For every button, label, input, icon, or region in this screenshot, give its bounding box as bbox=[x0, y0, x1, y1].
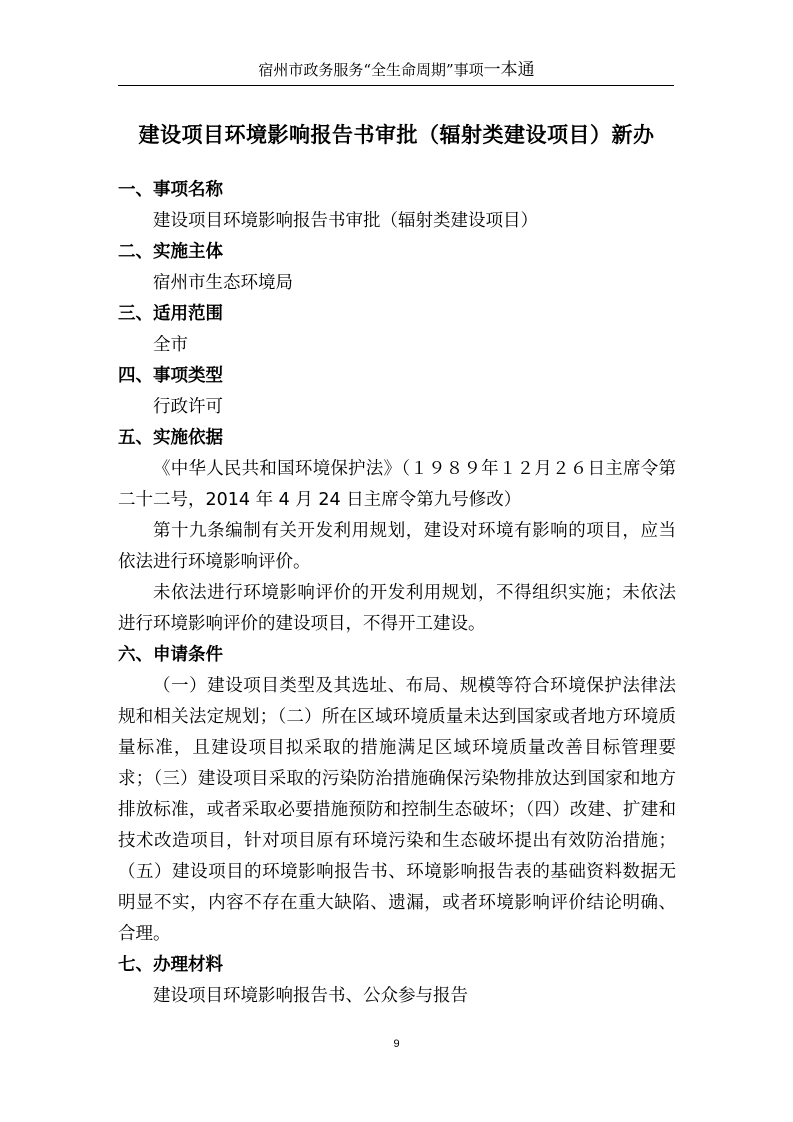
section-heading-legal-basis: 五、实施依据 bbox=[118, 428, 223, 448]
running-header bbox=[0, 60, 793, 80]
section-text-item-name: 建设项目环境影响报告书审批（辐射类建设项目） bbox=[153, 211, 538, 231]
section-text-scope: 全市 bbox=[153, 335, 188, 355]
page-number: 9 bbox=[393, 1038, 400, 1050]
section-heading-materials: 七、办理材料 bbox=[118, 955, 223, 975]
legal-basis-paragraph: 《中华人民共和国环境保护法》（１９８９年１２月２６日主席令第二十二号，2014 年 4 月 24 日主席令第九号修改） bbox=[118, 459, 676, 510]
document-body bbox=[118, 175, 676, 1012]
section-heading-item-type: 四、事项类型 bbox=[118, 366, 223, 386]
section-heading-implementing-body: 二、实施主体 bbox=[118, 242, 223, 262]
header-divider bbox=[118, 85, 674, 86]
section-text-item-type: 行政许可 bbox=[153, 397, 223, 417]
legal-basis-paragraph: 未依法进行环境影响评价的开发利用规划，不得组织实施；未依法进行环境影响评价的建设项目，不得开工建设。 bbox=[118, 583, 676, 634]
section-heading-item-name: 一、事项名称 bbox=[118, 180, 223, 200]
running-header-prefix: 宿州市政务服务“全生命周期”事项 bbox=[258, 61, 484, 79]
legal-basis-paragraph: 第十九条编制有关开发利用规划，建设对环境有影响的项目，应当依法进行环境影响评价。 bbox=[118, 521, 676, 572]
section-text-implementing-body: 宿州市生态环境局 bbox=[153, 273, 293, 293]
section-heading-scope: 三、适用范围 bbox=[118, 304, 223, 324]
running-header-suffix: 一本通 bbox=[483, 60, 535, 80]
section-text-materials: 建设项目环境影响报告书、公众参与报告 bbox=[153, 986, 468, 1006]
document-title: 建设项目环境影响报告书审批（辐射类建设项目）新办 bbox=[138, 123, 655, 147]
conditions-paragraph: （一）建设项目类型及其选址、布局、规模等符合环境保护法律法规和相关法定规划；（二）所在区域环境质量未达到国家或者地方环境质量标准，且建设项目拟采取的措施满足区域环境质量改善目标管理要求；（三）建设项目采取的污染防治措施确保污染物排放达到国家和地方排放标准，或者采取必要措施预防和控制生态破坏；（四）改建、扩建和技术改造项目，针对项目原有环境污染和生态破坏提出有效防治措施；（五）建设项目的环境影响报告书、环境影响报告表的基础资料数据无明显不实，内容不存在重大缺陷、遗漏，或者环境影响评价结论明确、合理。 bbox=[118, 676, 676, 944]
section-heading-conditions: 六、申请条件 bbox=[118, 645, 223, 665]
